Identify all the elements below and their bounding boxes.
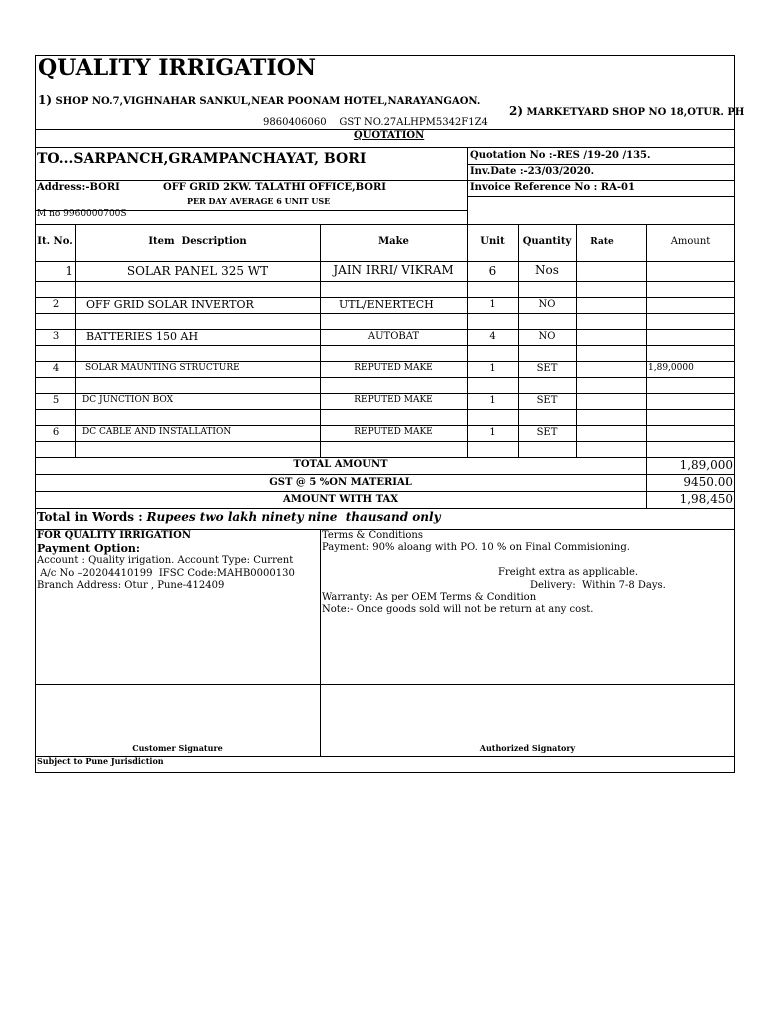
divider xyxy=(467,147,468,224)
amount-with-tax-value: 1,98,450 xyxy=(679,492,733,506)
row4-amount: 1,89,0000 xyxy=(648,363,694,373)
row4-no: 4 xyxy=(52,363,60,374)
divider xyxy=(35,224,735,225)
col-header-unit: Unit xyxy=(480,236,505,247)
phone-gst: 9860406060 GST NO.27ALHPM5342F1Z4 xyxy=(263,117,488,128)
company-name: QUALITY IRRIGATION xyxy=(38,55,316,81)
shop1-text: SHOP NO.7,VIGHNAHAR SANKUL,NEAR POONAM HOTEL,NARAYANGAON. xyxy=(55,96,481,107)
total-in-words-label: Total in Words : xyxy=(37,510,143,524)
shop2-text: MARKETYARD SHOP NO 18,OTUR. PH xyxy=(526,107,745,118)
terms-warranty: Warranty: As per OEM Terms & Condition xyxy=(322,592,537,603)
divider xyxy=(35,441,735,442)
shop2-address xyxy=(509,105,744,118)
row4-make: REPUTED MAKE xyxy=(354,363,433,373)
row2-quantity: NO xyxy=(538,299,556,310)
gst-value: 9450.00 xyxy=(683,475,733,489)
row3-no: 3 xyxy=(52,331,60,342)
terms-payment: Payment: 90% aloang with PO. 10 % on Final Commisioning. xyxy=(322,542,630,553)
terms-freight: Freight extra as applicable. xyxy=(498,567,639,578)
divider xyxy=(35,425,735,426)
divider xyxy=(35,361,735,362)
row3-description: BATTERIES 150 AH xyxy=(86,330,199,343)
row1-unit: 6 xyxy=(488,264,497,278)
usage-note: PER DAY AVERAGE 6 UNIT USE xyxy=(187,196,331,206)
row5-description: DC JUNCTION BOX xyxy=(82,395,173,405)
col-header-itno: It. No. xyxy=(37,236,73,247)
row4-unit: 1 xyxy=(489,363,496,374)
divider xyxy=(35,474,735,475)
row5-no: 5 xyxy=(52,395,60,406)
site-description: OFF GRID 2KW. TALATHI OFFICE,BORI xyxy=(163,182,386,193)
mobile-number: M no 9960000700S xyxy=(37,209,127,219)
amount-with-tax-label: AMOUNT WITH TAX xyxy=(282,494,398,505)
row2-description: OFF GRID SOLAR INVERTOR xyxy=(86,298,254,311)
row4-description: SOLAR MAUNTING STRUCTURE xyxy=(85,363,240,373)
payment-option: Payment Option: xyxy=(37,542,140,555)
row3-make: AUTOBAT xyxy=(367,331,420,342)
shop1-number: 1) xyxy=(38,93,53,107)
row2-unit: 1 xyxy=(489,299,496,310)
col-header-make: Make xyxy=(378,236,409,247)
payment-account: Account : Quality irigation. Account Type: Current xyxy=(37,555,294,566)
payment-for: FOR QUALITY IRRIGATION xyxy=(37,530,191,541)
authorized-signatory: Authorized Signatory xyxy=(479,743,576,753)
col-header-rate: Rate xyxy=(590,237,614,247)
address-label: Address:-BORI xyxy=(37,182,120,193)
divider xyxy=(467,164,735,165)
divider xyxy=(467,196,735,197)
quotation-number: Quotation No :-RES /19-20 /135. xyxy=(470,150,651,161)
divider xyxy=(35,393,735,394)
total-in-words xyxy=(37,511,441,523)
invoice-reference: Invoice Reference No : RA-01 xyxy=(470,182,635,193)
total-in-words-value: Rupees two lakh ninety nine thausand only xyxy=(146,510,441,524)
row2-make: UTL/ENERTECH xyxy=(339,298,434,311)
row6-description: DC CABLE AND INSTALLATION xyxy=(82,427,232,437)
customer-signature: Customer Signature xyxy=(132,743,223,753)
document-type: QUOTATION xyxy=(354,130,425,141)
recipient: TO...SARPANCH,GRAMPANCHAYAT, BORI xyxy=(37,151,367,167)
divider xyxy=(35,345,735,346)
divider xyxy=(35,261,735,262)
divider xyxy=(35,313,735,314)
row1-no: 1 xyxy=(65,264,73,278)
col-header-amount: Amount xyxy=(670,236,711,247)
terms-title: Terms & Conditions xyxy=(322,530,423,541)
col-header-description: Item Description xyxy=(148,236,247,247)
row5-make: REPUTED MAKE xyxy=(354,395,433,405)
divider xyxy=(35,147,735,148)
divider xyxy=(35,684,735,685)
row6-unit: 1 xyxy=(489,427,496,438)
divider xyxy=(35,491,735,492)
divider xyxy=(646,457,647,508)
row1-make: JAIN IRRI/ VIKRAM xyxy=(333,263,454,277)
total-amount-label: TOTAL AMOUNT xyxy=(293,459,388,470)
invoice-date: Inv.Date :-23/03/2020. xyxy=(470,166,595,177)
row2-no: 2 xyxy=(52,299,60,310)
row5-unit: 1 xyxy=(489,395,496,406)
row1-description: SOLAR PANEL 325 WT xyxy=(126,264,269,278)
divider xyxy=(35,457,735,458)
gst-label: GST @ 5 %ON MATERIAL xyxy=(269,477,412,488)
col-header-quantity: Quantity xyxy=(522,236,572,247)
shop1-address xyxy=(38,94,480,107)
total-amount-value: 1,89,000 xyxy=(679,458,733,472)
row5-quantity: SET xyxy=(536,395,558,406)
row3-quantity: NO xyxy=(538,331,556,342)
row6-make: REPUTED MAKE xyxy=(354,427,433,437)
row6-quantity: SET xyxy=(536,427,558,438)
payment-branch: Branch Address: Otur , Pune-412409 xyxy=(37,580,225,591)
divider xyxy=(646,224,647,457)
shop2-number: 2) xyxy=(509,104,524,118)
divider xyxy=(35,409,735,410)
payment-acno: A/c No –20204410199 IFSC Code:MAHB0000130 xyxy=(37,568,295,579)
terms-note: Note:- Once goods sold will not be return at any cost. xyxy=(322,604,594,615)
divider xyxy=(35,180,735,181)
divider xyxy=(576,224,577,457)
divider xyxy=(35,508,735,509)
divider xyxy=(35,281,735,282)
jurisdiction: Subject to Pune Jurisdiction xyxy=(37,756,164,766)
row4-quantity: SET xyxy=(536,363,558,374)
divider xyxy=(320,529,321,756)
terms-delivery: Delivery: Within 7-8 Days. xyxy=(530,580,666,591)
row1-quantity: Nos xyxy=(535,263,559,277)
divider xyxy=(35,377,735,378)
row6-no: 6 xyxy=(52,427,60,438)
row3-unit: 4 xyxy=(489,331,496,342)
